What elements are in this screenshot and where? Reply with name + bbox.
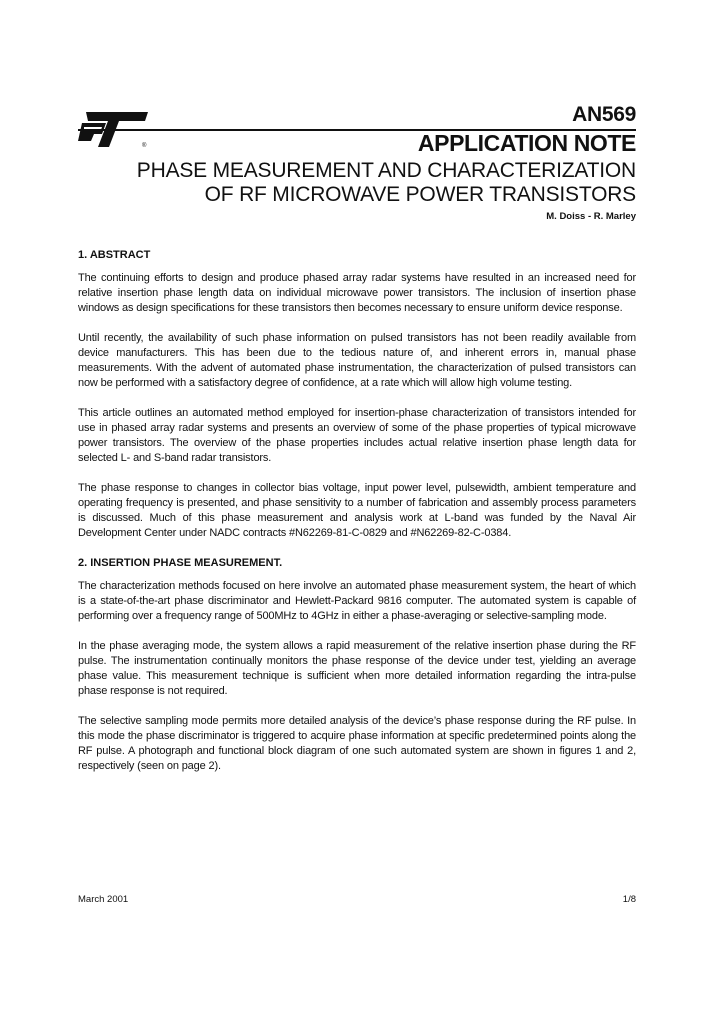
- section-insertion-phase: [78, 556, 636, 774]
- section-heading: 2. INSERTION PHASE MEASUREMENT.: [78, 557, 283, 569]
- paragraph: The selective sampling mode permits more detailed analysis of the device’s phase response during the RF pulse. In this mode the phase discriminator is triggered to acquire phase information at specific predetermined points along the RF pulse. A photograph and functional block diagram of one such automated system are shown in figures 1 and 2, respectively (seen on page 2).: [78, 715, 636, 772]
- paragraph: The continuing efforts to design and produce phased array radar systems have resulted in an increased need for relative insertion phase length data on individual microwave power transistors. The inclusion of insertion phase windows as design specifications for these transistors then becomes necessary to ensure uniform device response.: [78, 272, 636, 314]
- paragraph: Until recently, the availability of such phase information on pulsed transistors has not been readily available from device manufacturers. This has been due to the tedious nature of, and inherent errors in, manual phase measurements. With the advent of automated phase instrumentation, the characterization of pulsed transistors can now be performed with a satisfactory degree of confidence, at a rate which will allow high volume testing.: [78, 332, 636, 389]
- section-abstract: [78, 248, 636, 541]
- authors: M. Doiss - R. Marley: [546, 211, 636, 222]
- document-body: [78, 248, 636, 789]
- footer-date: March 2001: [78, 894, 129, 905]
- page-number: 1/8: [622, 894, 636, 905]
- title-line: PHASE MEASUREMENT AND CHARACTERIZATION: [136, 159, 636, 182]
- page-title: [137, 159, 636, 207]
- paragraph: This article outlines an automated method employed for insertion-phase characterization of transistors intended for use in phased array radar systems and presents an overview of some of the phase properties of typical microwave power transistors. The overview of the phase properties includes actual relative insertion phase length data for selected L- and S-band radar transistors.: [78, 407, 636, 464]
- section-heading: 1. ABSTRACT: [78, 249, 151, 261]
- doc-type: APPLICATION NOTE: [417, 130, 636, 156]
- paragraph: The characterization methods focused on here involve an automated phase measurement system, the heart of which is a state-of-the-art phase discriminator and Hewlett-Packard 9816 computer. The automated system is capable of performing over a frequency range of 500MHz to 4GHz in either a phase-averaging or selective-sampling mode.: [78, 580, 636, 622]
- doc-number: AN569: [572, 103, 636, 126]
- title-line: OF RF MICROWAVE POWER TRANSISTORS: [204, 183, 636, 206]
- paragraph: In the phase averaging mode, the system allows a rapid measurement of the relative insertion phase during the RF pulse. The instrumentation continually monitors the phase response of the device under test, yielding an average phase value. This measurement technique is sufficient when more detailed information regarding the intra-pulse phase response is not required.: [78, 640, 636, 697]
- paragraph: The phase response to changes in collector bias voltage, input power level, pulsewidth, ambient temperature and operating frequency is presented, and phase sensitivity to a number of fabrication and assembly process parameters is discussed. Much of this phase measurement and analysis work at L-band was funded by the Naval Air Development Center under NADC contracts #N62269-81-C-0829 and #N62269-82-C-0384.: [78, 482, 636, 539]
- svg-text:®: ®: [142, 143, 147, 149]
